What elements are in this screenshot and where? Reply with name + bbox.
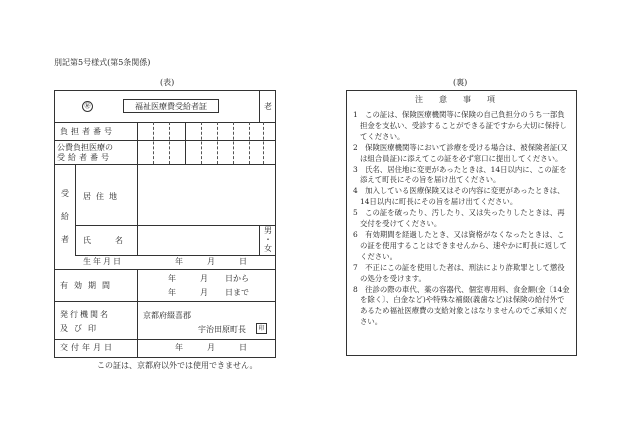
valid-from-day: 日から [225,274,249,283]
valid-from-month: 月 [200,274,208,283]
valid-from-year: 年 [168,274,176,283]
birthdate-label: 生年月日 [83,257,123,266]
issue-date-label: 交付年月日 [60,343,115,352]
notes-title: 注 意 事 項 [415,95,499,104]
note-item: 3 氏名、居住地に変更があったときは、14日以内に、この証を添えて町長にその旨を届け出てください。 [353,164,567,185]
back-card [346,90,577,356]
issuer-label-1: 発行機関名 [60,310,110,319]
gender-male: 男 [264,226,272,235]
issue-year: 年 [175,343,183,352]
back-side-label: (裏) [453,78,468,87]
note-item: 4 加入している医療保険又はその内容に変更があったときは、14日以内に町長にその旨を届け出てください。 [353,186,565,207]
note-item: 7 不正にこの証を使用した者は、刑法により詐欺罪として懲役の処分を受けます。 [353,262,565,283]
front-side-label: (表) [160,78,175,87]
issuer-label-2: 及び印 [60,324,102,333]
gender-female: 女 [264,244,272,253]
valid-period-label: 有効期間 [60,281,116,290]
front-footer: この証は、京都府以外では使用できません。 [97,361,258,370]
stamp-circle-icon: ㊙ [82,101,93,112]
form-header: 別記第5号様式(第5条関係) [54,58,151,67]
public-burden-label-1: 公費負担医療の [57,143,113,152]
official-seal-icon: 印 [256,323,267,334]
recipient-char-1: 受 [61,189,69,198]
gender-dot: ・ [264,235,272,244]
issue-day: 日 [239,343,247,352]
note-item: 5 この証を破ったり、汚したり、又は失ったりしたときは、再交付を受けてください。 [353,208,565,229]
note-item: 6 有効期間を経過したとき、又は資格がなくなったときは、この証を使用することはできませんから、速やかに町長に返してください。 [353,229,567,261]
burden-number-label: 負担者番号 [60,127,115,136]
valid-to-month: 月 [200,288,208,297]
issue-month: 月 [207,343,215,352]
card-title: 福祉医療費受給者証 [123,99,219,113]
recipient-char-3: 者 [61,235,69,244]
birth-month: 月 [207,257,215,266]
address-label: 居住地 [83,192,122,201]
birth-year: 年 [175,257,183,266]
notes-list [353,110,571,328]
old-age-label: 老 [264,102,272,111]
valid-to-day: 日まで [225,288,249,297]
note-item: 8 往診の際の車代、薬の容器代、個室専用料、食金額(金〔14金を除く〕、白金など)や特殊な補綴(義歯など)は保険の給付外であるため福祉医療費の支給対象とはなりませんのでご承知ください。 [353,284,570,327]
birth-day: 日 [239,257,247,266]
valid-to-year: 年 [168,288,176,297]
name-label-1: 氏 [83,236,91,245]
issuer-prefecture: 京都府綴喜郡 [143,311,191,320]
recipient-char-2: 給 [61,212,69,221]
note-item: 1 この証は、保険医療機関等に保険の自己負担分のうち一部負担金を支払い、受診することができる証ですから大切に保持してください。 [353,110,567,141]
public-burden-label-2: 受給者番号 [57,153,112,162]
front-card [54,90,276,358]
note-item: 2 保険医療機関等において診療を受ける場合は、被保険者証(又は組合員証)に添えてこの証を必ず窓口に提出してください。 [353,142,568,163]
issuer-town-mayor: 宇治田原町長 [198,325,246,334]
name-label-2: 名 [115,236,123,245]
